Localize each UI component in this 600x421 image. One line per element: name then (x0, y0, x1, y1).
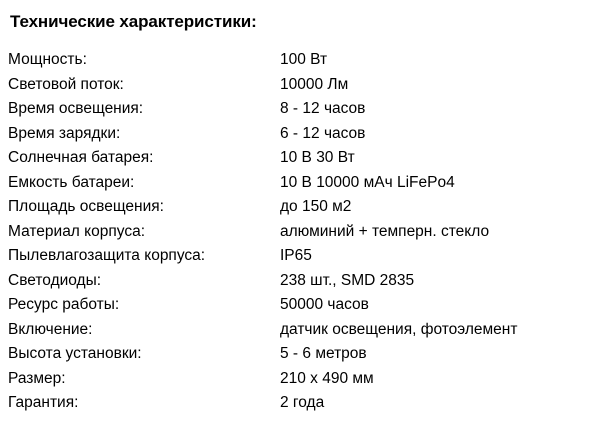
table-row (8, 318, 592, 343)
spec-value: 6 - 12 часов (280, 124, 366, 142)
table-row (8, 293, 592, 318)
spec-label: Световой поток: (8, 75, 124, 93)
spec-value: 210 х 490 мм (280, 369, 374, 387)
spec-label: Ресурс работы: (8, 296, 120, 313)
table-row (8, 73, 592, 98)
page-title: Технические характеристики: (10, 12, 257, 31)
table-row (8, 195, 592, 220)
specifications-table (8, 48, 592, 416)
table-row (8, 220, 592, 245)
table-row (8, 48, 592, 73)
spec-value: 8 - 12 часов (280, 100, 366, 117)
spec-label: Солнечная батарея: (8, 149, 154, 166)
spec-value: 238 шт., SMD 2835 (280, 271, 415, 289)
table-row (8, 367, 592, 392)
spec-value: датчик освещения, фотоэлемент (280, 320, 518, 338)
spec-value: 10 В 30 Вт (280, 149, 355, 166)
spec-value: 10000 Лм (280, 75, 349, 93)
table-row (8, 269, 592, 294)
table-row (8, 146, 592, 171)
table-row (8, 244, 592, 269)
spec-label: Материал корпуса: (8, 222, 146, 240)
spec-label: Светодиоды: (8, 271, 102, 289)
spec-value: 10 В 10000 мАч LiFePo4 (280, 173, 455, 191)
table-row (8, 391, 592, 416)
spec-value: IP65 (280, 247, 312, 264)
spec-label: Высота установки: (8, 345, 142, 362)
specifications-table-body (8, 48, 592, 416)
spec-label: Время освещения: (8, 100, 144, 117)
spec-value: алюминий + темперн. стекло (280, 222, 490, 240)
table-row (8, 342, 592, 367)
spec-value: 50000 часов (280, 296, 369, 313)
spec-value: 100 Вт (280, 51, 328, 68)
spec-label: Мощность: (8, 51, 87, 68)
spec-label: Площадь освещения: (8, 198, 164, 215)
table-row (8, 171, 592, 196)
spec-label: Гарантия: (8, 394, 79, 411)
spec-label: Размер: (8, 369, 66, 387)
table-row (8, 97, 592, 122)
spec-value: 5 - 6 метров (280, 345, 367, 362)
spec-label: Включение: (8, 320, 93, 338)
spec-value: 2 года (280, 394, 325, 411)
spec-label: Емкость батареи: (8, 173, 135, 191)
spec-label: Пылевлагозащита корпуса: (8, 247, 206, 264)
spec-label: Время зарядки: (8, 124, 121, 142)
table-row (8, 122, 592, 147)
spec-value: до 150 м2 (280, 198, 352, 215)
